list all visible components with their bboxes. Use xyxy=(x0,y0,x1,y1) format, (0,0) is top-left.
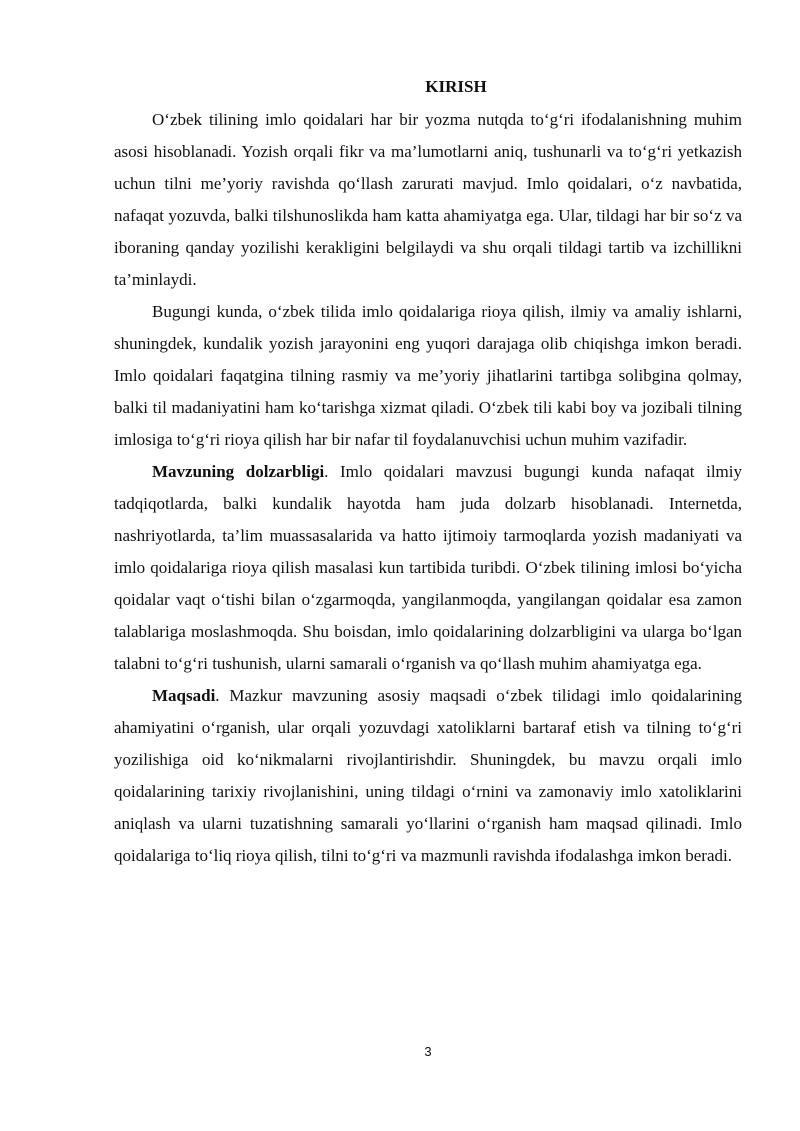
relevance-heading: Mavzuning dolzarbligi xyxy=(152,462,325,481)
page-title: KIRISH xyxy=(425,77,487,96)
goal-body: . Mazkur mavzuning asosiy maqsadi o‘zbek tilidagi imlo qoidalarining ahamiyatini o‘rganish, ular orqali yozuvdagi xatoliklarni bartaraf etish va tilning to‘g‘ri yozilishiga oid ko‘nikmalarni rivojlantirishdir. Shuningdek, bu mavzu orqali imlo qoidalarining tarixiy rivojlanishini, uning tildagi o‘rnini va zamonaviy imlo xatoliklarini aniqlash va ularni tuzatishning samarali yo‘llarini o‘rganish ham maqsad qilinadi. Imlo qoidalariga to‘liq rioya qilish, tilni to‘g‘ri va mazmunli ravishda ifodalashga imkon beradi. xyxy=(114,686,742,865)
page-content xyxy=(114,74,742,872)
paragraph-importance: Bugungi kunda, o‘zbek tilida imlo qoidalariga rioya qilish, ilmiy va amaliy ishlarni, shuningdek, kundalik yozish jarayonini eng yuqori darajaga olib chiqishga imkon beradi. Imlo qoidalari faqatgina tilning rasmiy va me’yoriy jihatlarini tartibga solibgina qolmay, balki til madaniyatini ham ko‘tarishga xizmat qiladi. O‘zbek tili kabi boy va jozibali tilning imlosiga to‘g‘ri rioya qilish har bir nafar til foydalanuvchisi uchun muhim vazifadir. xyxy=(114,302,742,449)
goal-heading: Maqsadi xyxy=(152,686,216,705)
relevance-body: . Imlo qoidalari mavzusi bugungi kunda nafaqat ilmiy tadqiqotlarda, balki kundalik hayotda ham juda dolzarb hisoblanadi. Internetda, nashriyotlarda, ta’lim muassasalarida va hatto ijtimoiy tarmoqlarda yozish madaniyati va imlo qoidalariga rioya qilish masalasi kun tartibida turibdi. O‘zbek tilining imlosi bo‘yicha qoidalar vaqt o‘tishi bilan o‘zgarmoqda, yangilanmoqda, yangilangan qoidalar esa zamon talablariga moslashmoqda. Shu boisdan, imlo qoidalarining dolzarbligini va ularga bo‘lgan talabni to‘g‘ri tushunish, ularni samarali o‘rganish va qo‘llash muhim ahamiyatga ega. xyxy=(114,462,742,673)
page-number: 3 xyxy=(424,1044,432,1059)
paragraph-intro: O‘zbek tilining imlo qoidalari har bir yozma nutqda to‘g‘ri ifodalanishning muhim asosi hisoblanadi. Yozish orqali fikr va ma’lumotlarni aniq, tushunarli va to‘g‘ri yetkazish uchun tilni me’yoriy ravishda qo‘llash zarurati mavjud. Imlo qoidalari, o‘z navbatida, nafaqat yozuvda, balki tilshunoslikda ham katta ahamiyatga ega. Ular, tildagi har bir so‘z va iboraning qanday yozilishi kerakligini belgilaydi va shu orqali tildagi tartib va izchillikni ta’minlaydi. xyxy=(114,110,742,289)
paragraph-relevance xyxy=(114,456,742,680)
paragraph-goal xyxy=(114,680,742,872)
